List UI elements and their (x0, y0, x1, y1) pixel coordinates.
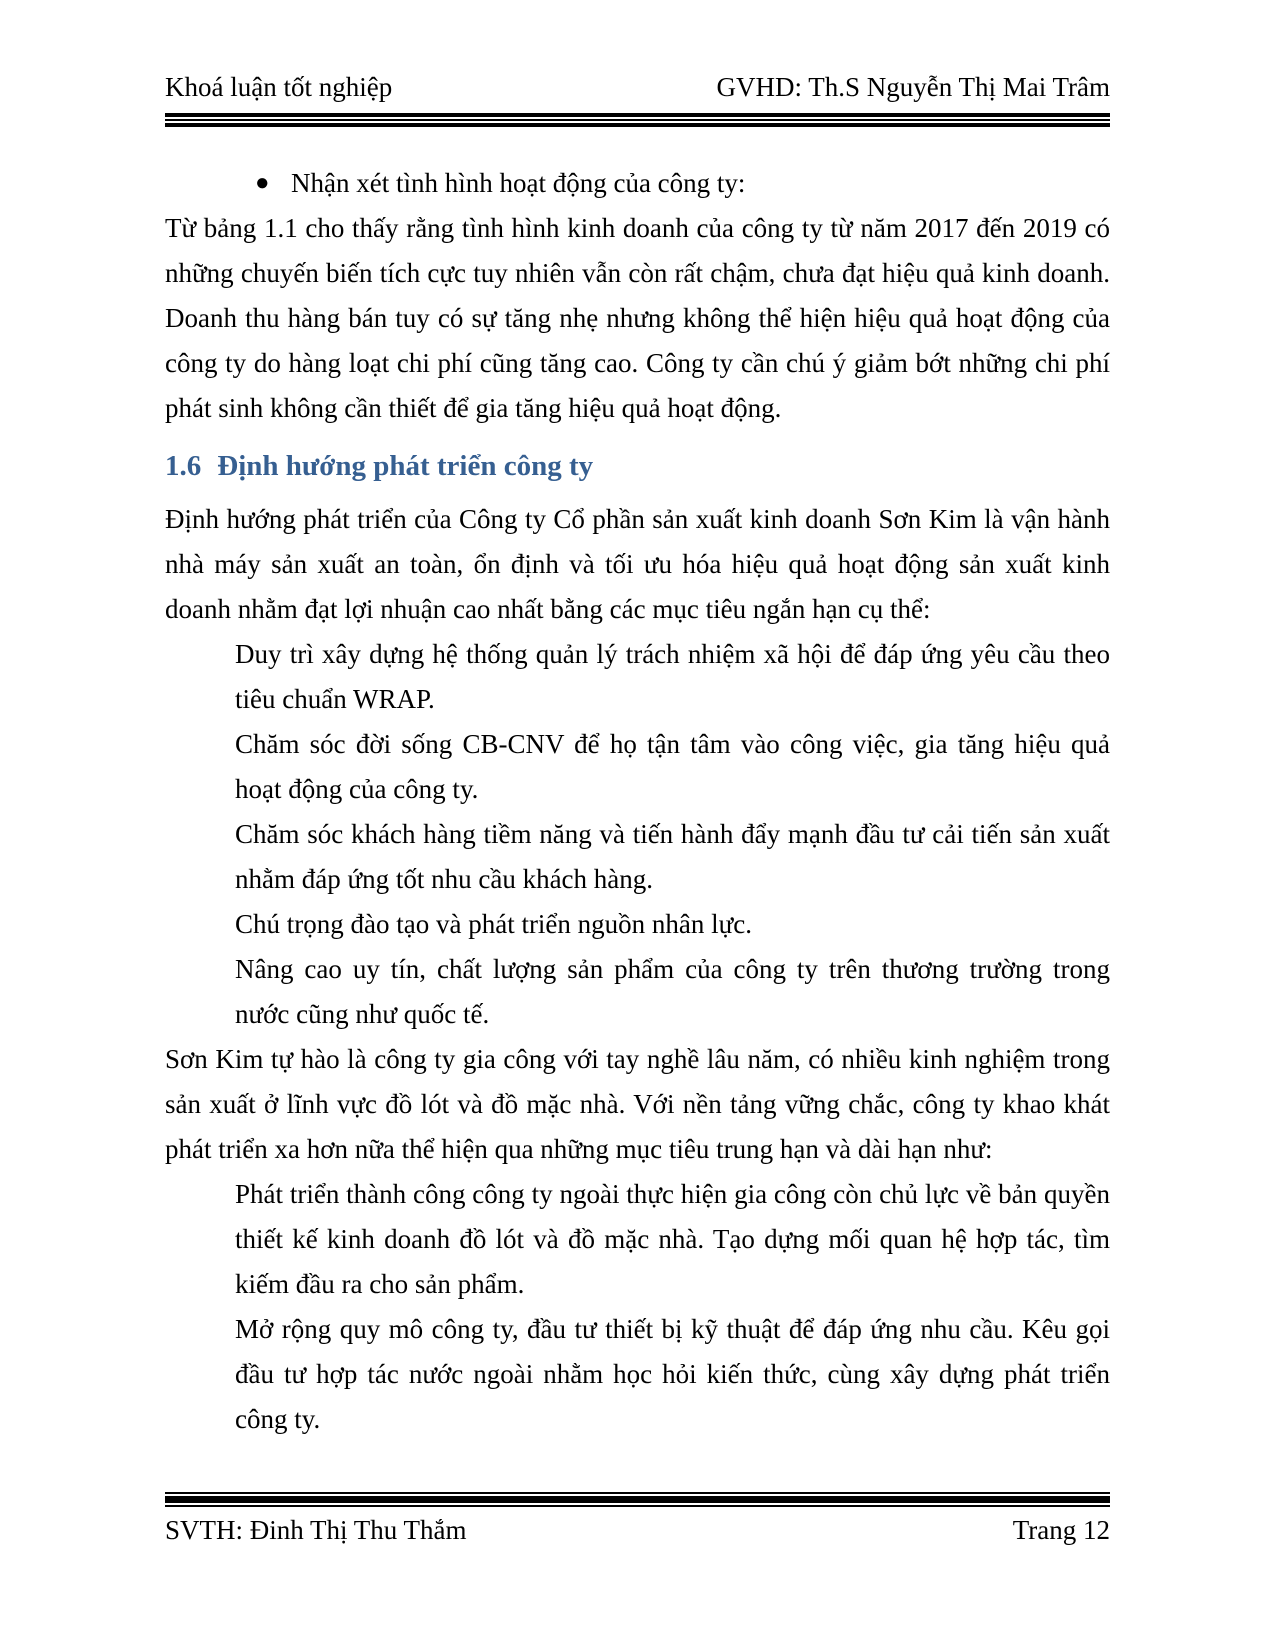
bullet-icon: ● (255, 170, 270, 196)
header-left-title: Khoá luận tốt nghiệp (165, 72, 393, 102)
short-term-goal-2: Chăm sóc đời sống CB-CNV để họ tận tâm vào công việc, gia tăng hiệu quả hoạt động của công ty. (235, 729, 1110, 804)
section-heading-1-6 (165, 441, 1110, 491)
bullet-list-item (165, 161, 1110, 206)
section-title: Định hướng phát triển công ty (217, 450, 594, 482)
footer-page-number: Trang 12 (1012, 1515, 1110, 1545)
header-rule (165, 113, 1110, 127)
footer-author: SVTH: Đinh Thị Thu Thắm (165, 1515, 467, 1545)
paragraph-orientation: Định hướng phát triển của Công ty Cổ phần sản xuất kinh doanh Sơn Kim là vận hành nhà máy sản xuất an toàn, ổn định và tối ưu hóa hiệu quả hoạt động sản xuất kinh doanh nhằm đạt lợi nhuận cao nhất bằng các mục tiêu ngắn hạn cụ thể: (165, 504, 1110, 624)
paragraph-pride: Sơn Kim tự hào là công ty gia công với tay nghề lâu năm, có nhiều kinh nghiệm trong sản xuất ở lĩnh vực đồ lót và đồ mặc nhà. Với nền tảng vững chắc, công ty khao khát phát triển xa hơn nữa thể hiện qua những mục tiêu trung hạn và dài hạn như: (165, 1044, 1110, 1164)
bullet-item-text: Nhận xét tình hình hoạt động của công ty: (291, 168, 746, 198)
header-rule-inner-line (165, 119, 1110, 121)
footer-rule-inner-line (165, 1496, 1110, 1503)
paragraph-review: Từ bảng 1.1 cho thấy rằng tình hình kinh doanh của công ty từ năm 2017 đến 2019 có những chuyến biến tích cực tuy nhiên vẫn còn rất chậm, chưa đạt hiệu quả kinh doanh. Doanh thu hàng bán tuy có sự tăng nhẹ nhưng không thể hiện hiệu quả hoạt động của công ty do hàng loạt chi phí cũng tăng cao. Công ty cần chú ý giảm bớt những chi phí phát sinh không cần thiết để gia tăng hiệu quả hoạt động. (165, 213, 1110, 423)
document-body (0, 161, 1275, 1442)
section-number: 1.6 (165, 450, 202, 482)
short-term-goal-4: Chú trọng đào tạo và phát triển nguồn nhân lực. (235, 909, 753, 939)
footer-rule (165, 1492, 1110, 1507)
short-term-goal-3: Chăm sóc khách hàng tiềm năng và tiến hành đẩy mạnh đầu tư cải tiến sản xuất nhằm đáp ứng tốt nhu cầu khách hàng. (235, 819, 1110, 894)
long-term-goal-1: Phát triển thành công công ty ngoài thực hiện gia công còn chủ lực về bản quyền thiết kế kinh doanh đồ lót và đồ mặc nhà. Tạo dựng mối quan hệ hợp tác, tìm kiếm đầu ra cho sản phẩm. (235, 1179, 1110, 1299)
short-term-goal-5: Nâng cao uy tín, chất lượng sản phẩm của công ty trên thương trường trong nước cũng như quốc tế. (235, 954, 1110, 1029)
short-term-goal-1: Duy trì xây dựng hệ thống quản lý trách nhiệm xã hội để đáp ứng yêu cầu theo tiêu chuẩn WRAP. (235, 639, 1110, 714)
page-footer (165, 1492, 1110, 1546)
header-right-advisor: GVHD: Th.S Nguyễn Thị Mai Trâm (716, 72, 1110, 102)
long-term-goal-2: Mở rộng quy mô công ty, đầu tư thiết bị kỹ thuật để đáp ứng nhu cầu. Kêu gọi đầu tư hợp tác nước ngoài nhằm học hỏi kiến thức, cùng xây dựng phát triển công ty. (235, 1314, 1110, 1434)
page-header (0, 0, 1275, 127)
